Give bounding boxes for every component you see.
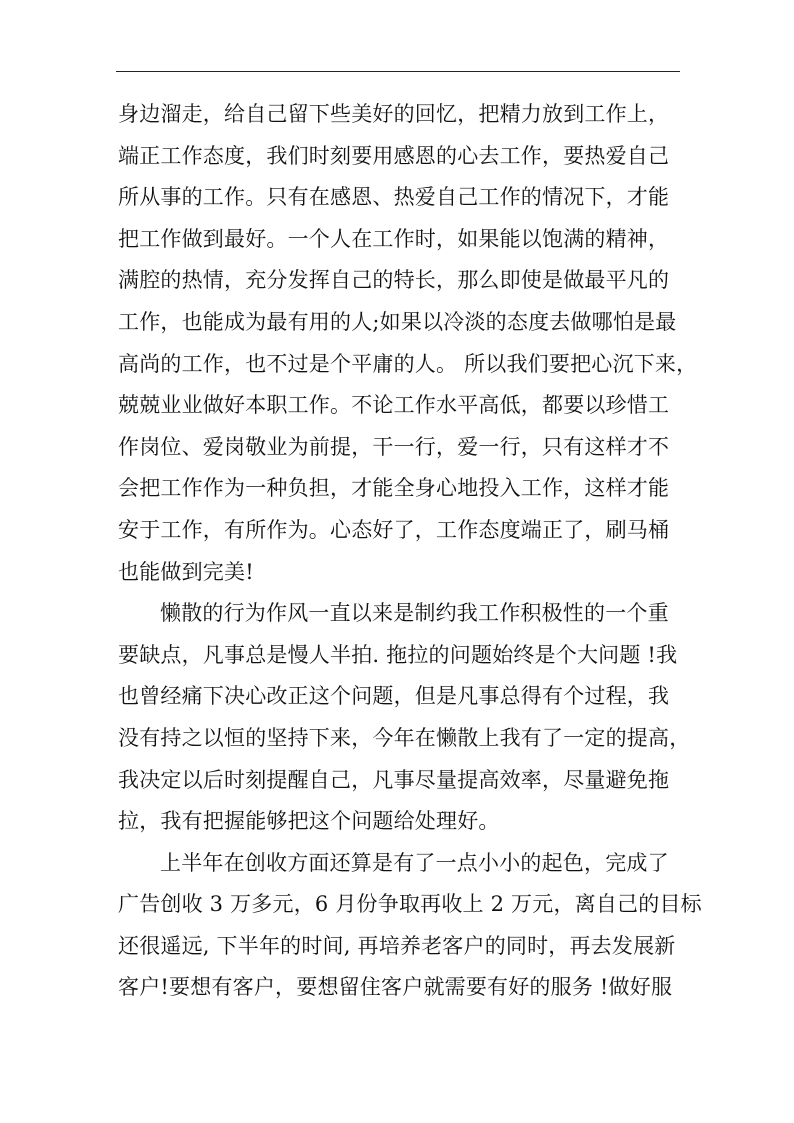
text-line-7: 高尚的工作，也不过是个平庸的人。 所以我们要把心沉下来，	[118, 351, 698, 376]
text-line-1: 身边溜走，给自己留下些美好的回忆，把精力放到工作上，	[118, 102, 670, 126]
text-line-10: 会把工作作为一种负担，才能全身心地投入工作，这样才能	[118, 476, 670, 501]
text-line-6: 工作，也能成为最有用的人;如果以冷淡的态度去做哪怕是最	[118, 309, 677, 334]
text-line-3: 所从事的工作。只有在感恩、热爱自己工作的情况下，才能	[118, 185, 670, 210]
text-line-16: 没有持之以恒的坚持下来，今年在懒散上我有了一定的提高，	[118, 725, 691, 750]
text-line-4: 把工作做到最好。一个人在工作时，如果能以饱满的精神，	[118, 226, 670, 251]
text-line-14: 要缺点，凡事总是慢人半拍. 拖拉的问题始终是个大问题 !我	[118, 642, 678, 667]
text-line-20: 广告创收 3 万多元，6 月份争取再收上 2 万元，离自己的目标	[118, 892, 702, 917]
text-line-22: 客户!要想有客户，要想留住客户就需要有好的服务 !做好服	[118, 975, 673, 1000]
text-line-18: 拉，我有把握能够把这个问题给处理好。	[118, 809, 500, 834]
text-line-17: 我决定以后时刻提醒自己，凡事尽量提高效率，尽量避免拖	[118, 767, 670, 792]
body-text	[118, 94, 702, 1009]
header-rule	[116, 71, 680, 72]
text-line-21: 还很遥远, 下半年的时间, 再培养老客户的同时，再去发展新	[118, 933, 676, 958]
text-line-15: 也曾经痛下决心改正这个问题，但是凡事总得有个过程，我	[118, 684, 670, 709]
text-line-11: 安于工作，有所作为。心态好了，工作态度端正了，刷马桶	[118, 517, 670, 542]
text-line-2: 端正工作态度，我们时刻要用感恩的心去工作，要热爱自己	[118, 143, 670, 168]
text-line-19: 上半年在创收方面还算是有了一点小小的起色，完成了	[160, 850, 669, 875]
text-line-13: 懒散的行为作风一直以来是制约我工作积极性的一个重	[160, 601, 669, 626]
text-line-12: 也能做到完美!	[118, 559, 254, 584]
text-line-8: 兢兢业业做好本职工作。不论工作水平高低，都要以珍惜工	[118, 393, 670, 418]
text-line-5: 满腔的热情，充分发挥自己的特长，那么即使是做最平凡的	[118, 268, 670, 293]
text-line-9: 作岗位、爱岗敬业为前提，干一行，爱一行，只有这样才不	[118, 434, 670, 459]
